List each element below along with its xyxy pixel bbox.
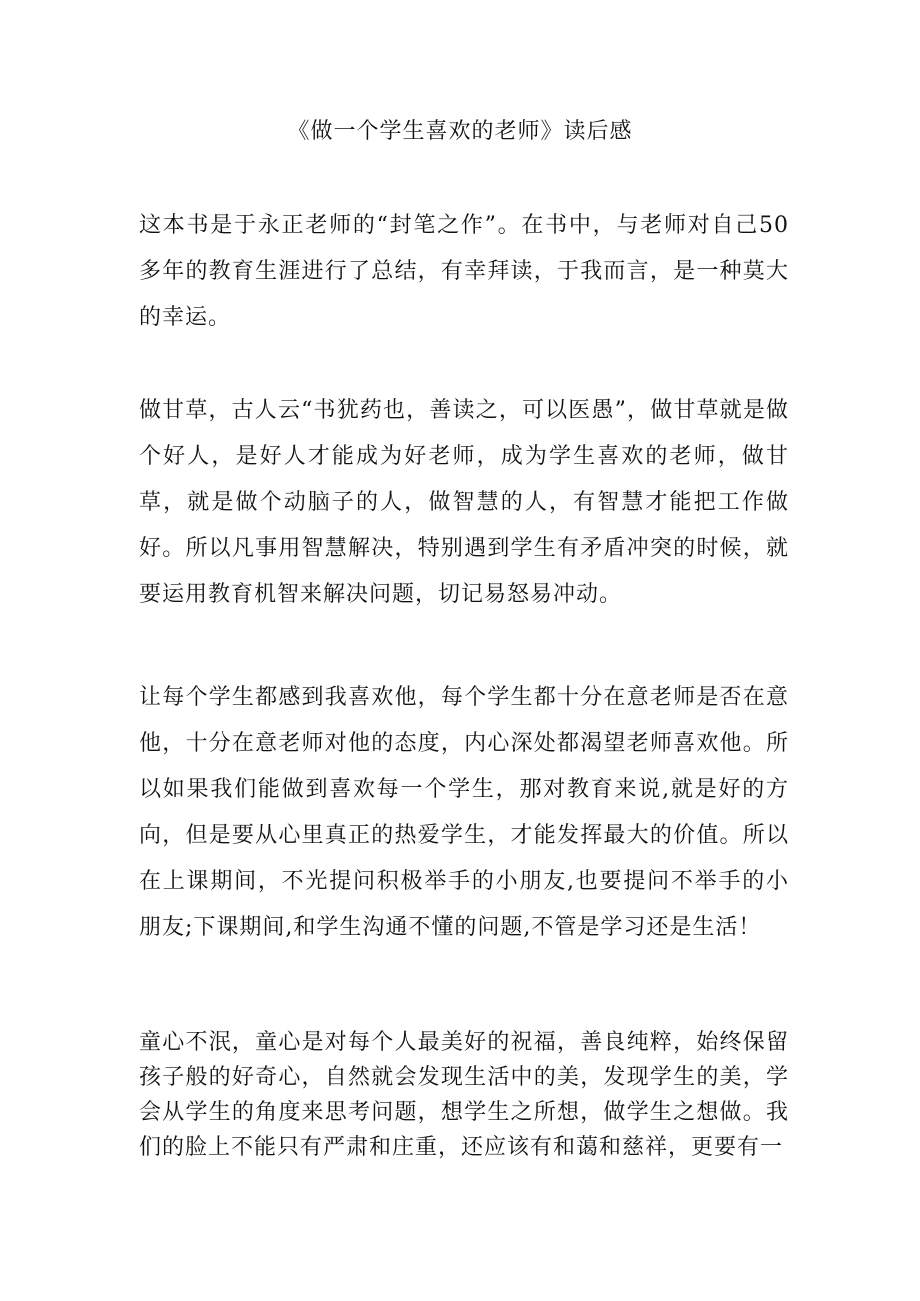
document-title: 《做一个学生喜欢的老师》读后感	[287, 119, 633, 144]
paragraph-intro: 这本书是于永正老师的“封笔之作”。在书中，与老师对自己50多年的教育生涯进行了总结，有幸拜读，于我而言，是一种莫大的幸运。	[139, 213, 789, 330]
paragraph-licorice: 做甘草，古人云“书犹药也，善读之，可以医愚”，做甘草就是做个好人，是好人才能成为好老师，成为学生喜欢的老师，做甘草，就是做个动脑子的人，做智慧的人，有智慧才能把工作做好。所以凡事用智慧解决，特别遇到学生有矛盾冲突的时候，就要运用教育机智来解决问题，切记易怒易冲动。	[139, 398, 789, 607]
paragraph-like-students: 让每个学生都感到我喜欢他，每个学生都十分在意老师是否在意他，十分在意老师对他的态度，内心深处都渴望老师喜欢他。所以如果我们能做到喜欢每一个学生，那对教育来说,就是好的方向，但是要从心里真正的热爱学生，才能发挥最大的价值。所以在上课期间，不光提问积极举手的小朋友,也要提问不举手的小朋友;下课期间,和学生沟通不懂的问题,不管是学习还是生活！	[139, 685, 789, 940]
paragraph-childlike-heart: 童心不泯，童心是对每个人最美好的祝福，善良纯粹，始终保留孩子般的好奇心，自然就会发现生活中的美，发现学生的美，学会从学生的角度来思考问题，想学生之所想，做学生之想做。我们的脸上不能只有严肃和庄重，还应该有和蔼和慈祥，更要有一	[139, 1030, 789, 1160]
